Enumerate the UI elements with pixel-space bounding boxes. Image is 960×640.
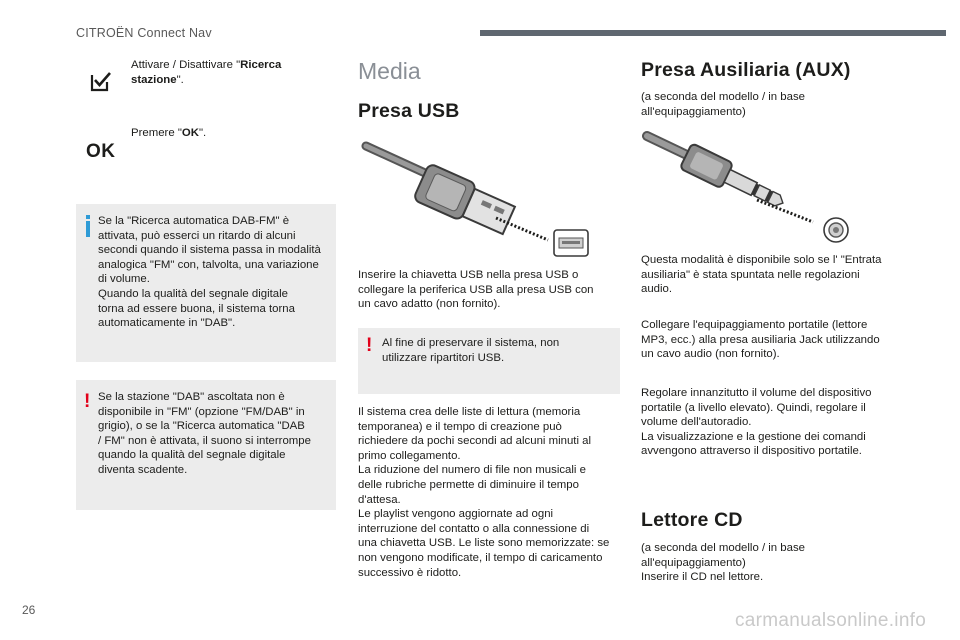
info-note: [76, 204, 336, 362]
page-number: 26: [22, 603, 36, 617]
text-line: collegare la periferica USB alla presa USB con: [358, 283, 594, 296]
warning-exclamation-icon: !: [366, 335, 373, 356]
step-press-ok: Premere "OK".: [131, 127, 207, 139]
text-line: Collegare l'equipaggiamento portatile (lettore: [641, 319, 868, 331]
text-line: (a seconda del modello / in base: [641, 91, 806, 103]
aux-paragraph-volume: [641, 386, 901, 459]
step-toggle-station-search: Attivare / Disattivare "Ricerca stazione".: [131, 59, 282, 86]
text-line: secondi quando il sistema passa in modalità: [98, 244, 321, 257]
text-line: MP3, ecc.) alla presa ausiliaria Jack utilizzando: [641, 333, 880, 346]
section-title-media: Media: [358, 58, 421, 84]
heading-usb: Presa USB: [358, 100, 460, 122]
text-line: Quando la qualità del segnale digitale: [98, 287, 288, 300]
usb-warning-note: [358, 328, 620, 394]
text-line: un cavo adatto (non fornito).: [358, 298, 501, 311]
text-line: La riduzione del numero di file non musicali e: [358, 464, 586, 477]
text-line: utilizzare ripartitori USB.: [382, 351, 505, 364]
watermark: carmanualsonline.info: [735, 610, 927, 631]
text-line: Se la stazione "DAB" ascoltata non è: [98, 391, 285, 403]
text-line: una chiavetta USB. Le liste sono memorizzate: se: [358, 537, 610, 550]
info-icon: [86, 215, 90, 237]
text-line: temporanea) e il tempo di creazione può: [358, 420, 562, 433]
warning-note: [76, 380, 336, 510]
header-bar: [480, 30, 946, 36]
text-line: (a seconda del modello / in base: [641, 542, 806, 554]
text-line: Inserire la chiavetta USB nella presa USB o: [358, 269, 579, 281]
text-line: / FM" non è attivata, il suono si interrompe: [98, 434, 311, 447]
text-line: quando la qualità del segnale digitale: [98, 449, 286, 462]
jack-plug-illustration-icon: [641, 128, 861, 246]
text-line: di volume.: [98, 273, 150, 286]
text-line: automaticamente in "DAB".: [98, 317, 236, 330]
text-line: successivo è ridotto.: [358, 566, 462, 579]
text-line: non vengono modificate, il tempo di caricamento: [358, 551, 603, 564]
text-line: Questa modalità è disponibile solo se l' "Entrata: [641, 254, 882, 266]
heading-cd: Lettore CD: [641, 509, 743, 531]
header-title: CITROËN Connect Nav: [76, 26, 212, 40]
text-line: all'equipaggiamento): [641, 105, 746, 118]
text-line: Inserire il CD nel lettore.: [641, 571, 764, 584]
text-line: richiedere da pochi secondi ad alcuni minuti al: [358, 435, 592, 448]
heading-aux: Presa Ausiliaria (AUX): [641, 59, 851, 81]
text-line: Le playlist vengono aggiornate ad ogni: [358, 508, 554, 521]
text-line: analogica "FM" con, talvolta, una variazione: [98, 258, 319, 271]
checkbox-check-icon: [90, 70, 112, 92]
text-line: audio.: [641, 283, 673, 296]
text-line: interruzione del contatto o alla connessione di: [358, 522, 590, 535]
usb-warning-text: [382, 336, 610, 365]
cd-paragraph: [641, 541, 901, 585]
text-line: Il sistema crea delle liste di lettura (memoria: [358, 406, 581, 418]
text-line: all'equipaggiamento): [641, 556, 746, 569]
ok-button-icon: OK: [86, 141, 116, 162]
text-line: Se la "Ricerca automatica DAB-FM" è: [98, 215, 290, 227]
text-line: primo collegamento.: [358, 449, 461, 462]
aux-availability-note: [641, 90, 901, 119]
text-line: Al fine di preservare il sistema, non: [382, 337, 560, 349]
text-line: diventa scadente.: [98, 463, 188, 476]
text-line: ausiliaria" è stata spuntata nelle regolazioni: [641, 268, 860, 281]
usb-paragraph-playlists: [358, 405, 623, 580]
warning-note-text: [98, 390, 326, 478]
text-line: Regolare innanzitutto il volume del dispositivo: [641, 387, 872, 399]
info-note-text: [98, 214, 326, 331]
text-line: portatile (a livello elevato). Quindi, regolare il: [641, 401, 866, 414]
usb-paragraph-insert: [358, 268, 618, 312]
text-line: torna ad essere buona, il sistema torna: [98, 302, 295, 315]
text-line: d'attesa.: [358, 493, 401, 506]
text-line: disponibile in "FM" (opzione "FM/DAB" in: [98, 405, 305, 418]
text-line: volume dell'autoradio.: [641, 416, 752, 429]
text-line: attivata, può esserci un ritardo di alcuni: [98, 229, 296, 242]
text-line: un cavo audio (non fornito).: [641, 348, 780, 361]
text-line: La visualizzazione e la gestione dei comandi: [641, 430, 866, 443]
aux-paragraph-mode: [641, 253, 901, 297]
aux-paragraph-connect: [641, 318, 901, 362]
warning-exclamation-icon: !: [84, 391, 91, 412]
text-line: avvengono attraverso il dispositivo portatile.: [641, 445, 862, 458]
usb-plug-illustration-icon: [358, 132, 598, 260]
text-line: grigio), o se la "Ricerca automatica "DAB: [98, 420, 305, 433]
text-line: delle rubriche permette di diminuire il tempo: [358, 478, 579, 491]
